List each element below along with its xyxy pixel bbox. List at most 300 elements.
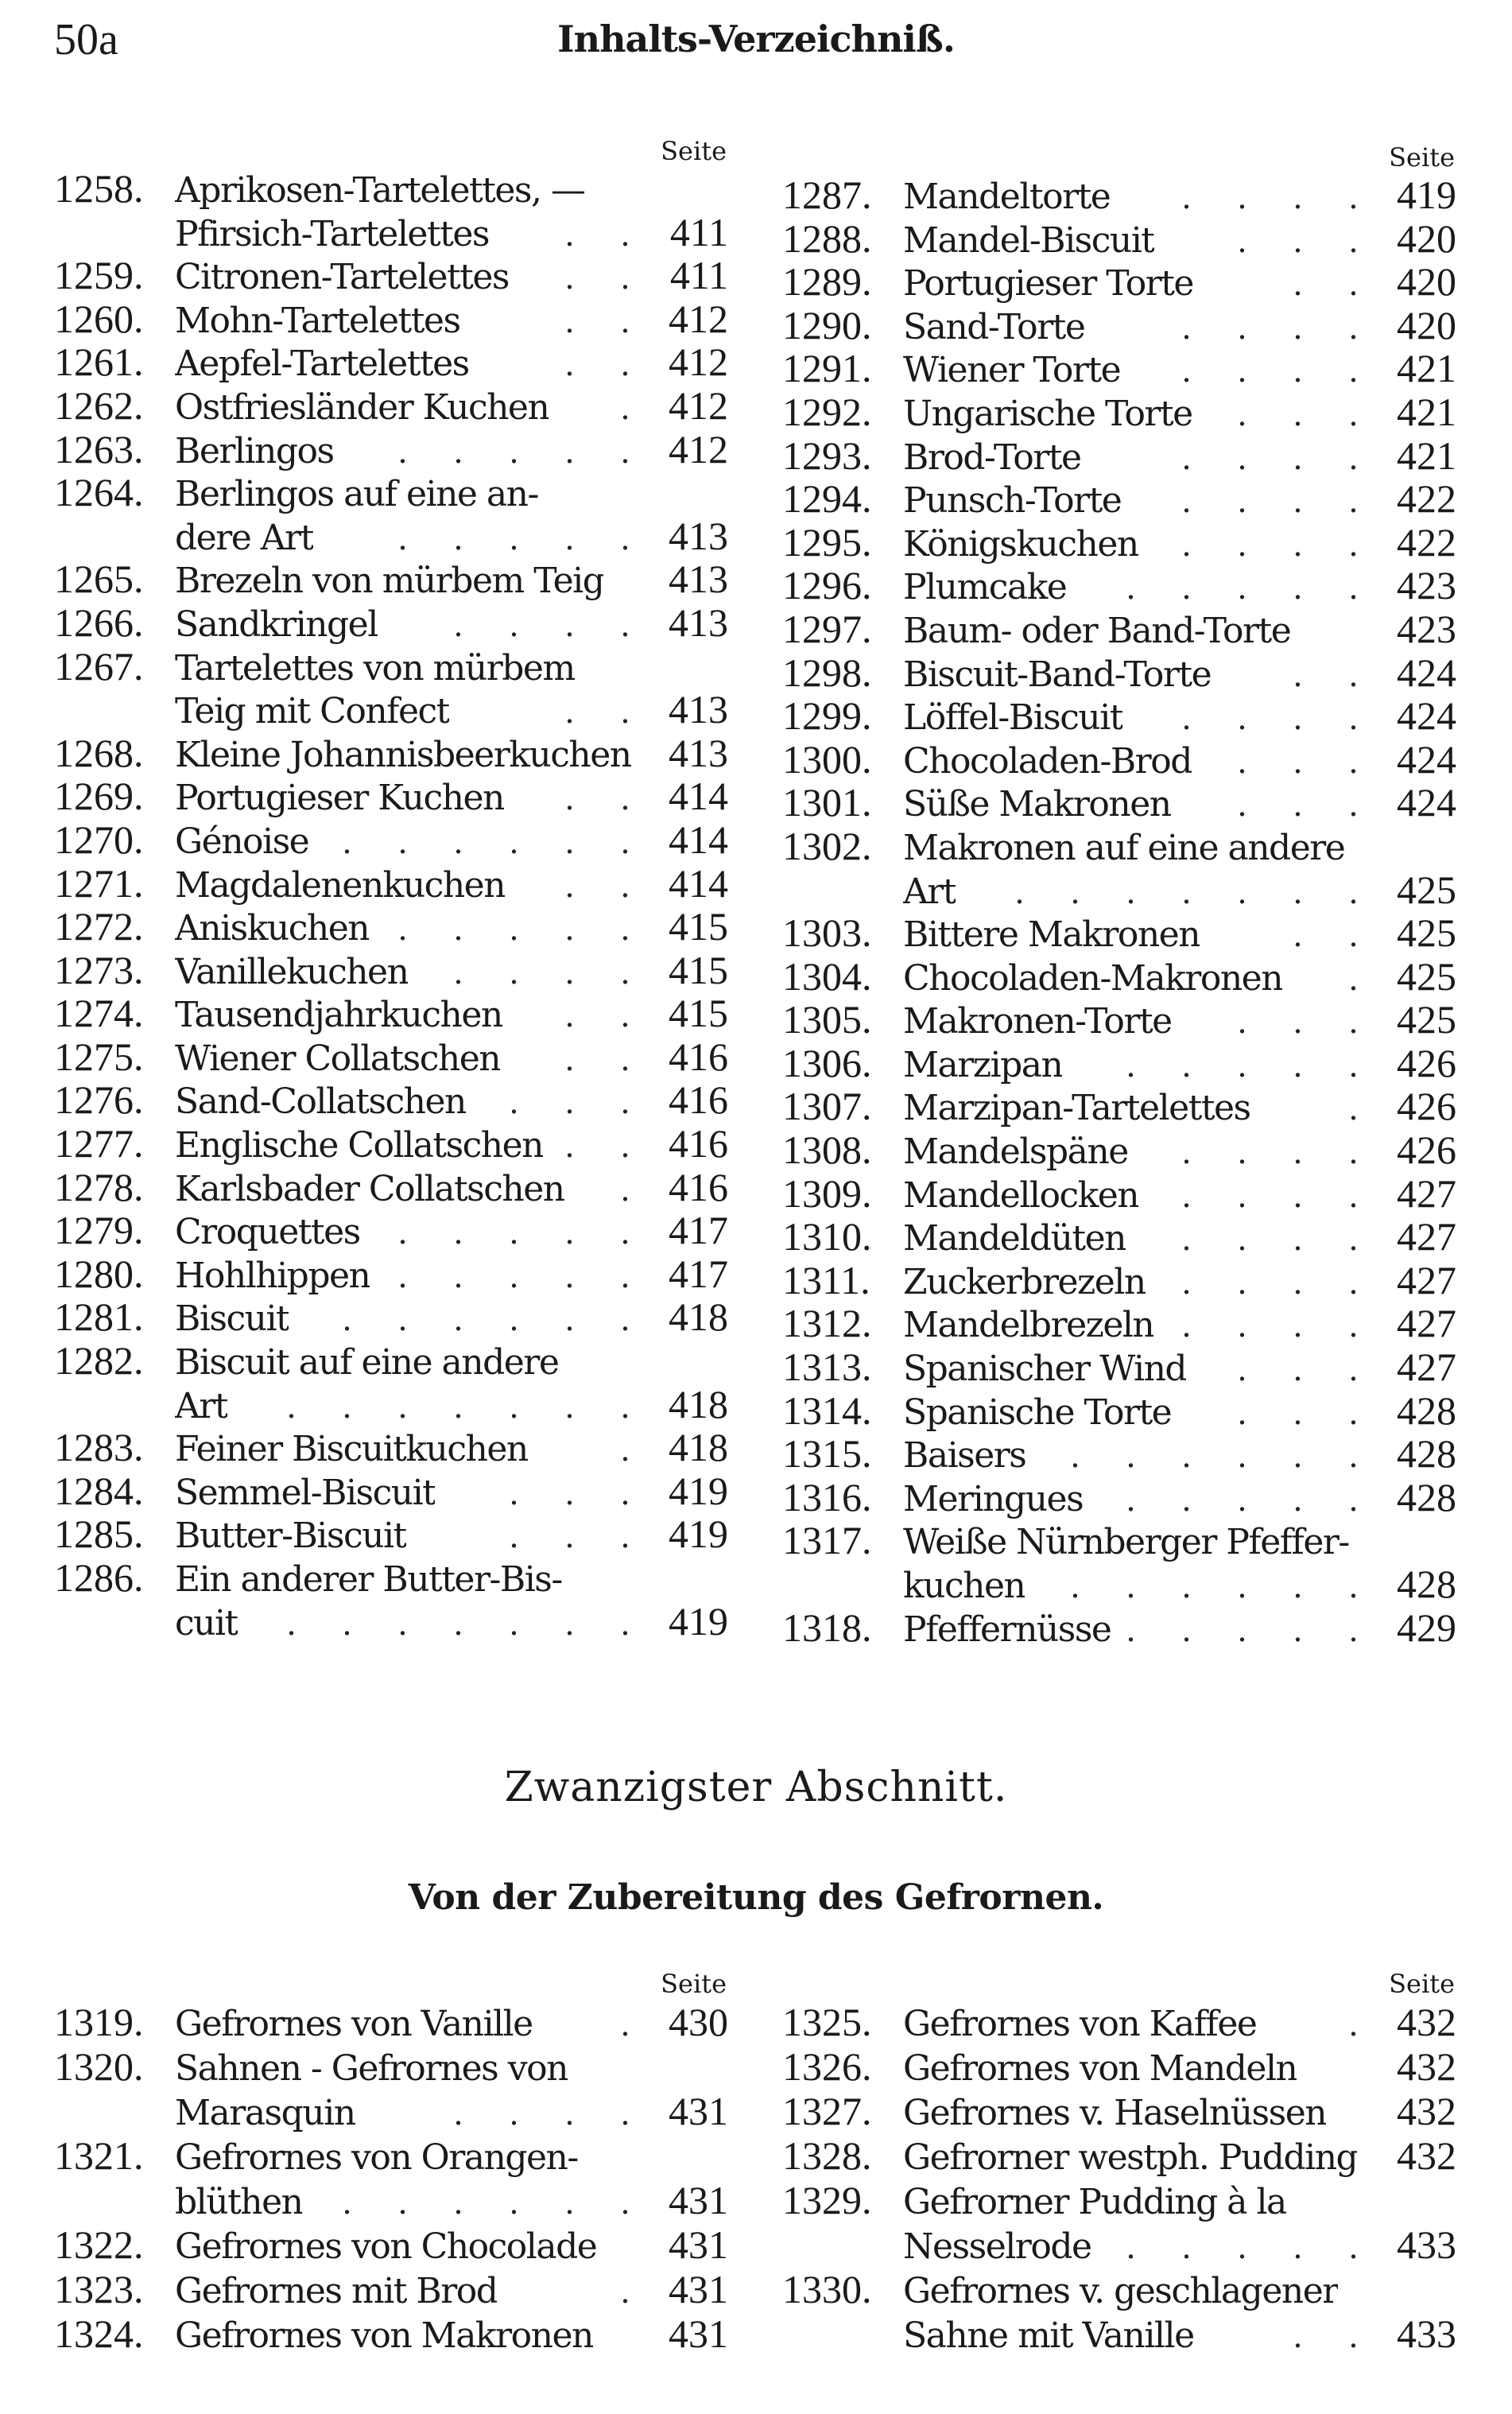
entry-page: 416 [669, 1034, 728, 1079]
entry-number: 1278. [54, 1164, 144, 1209]
toc-entry-line [54, 514, 728, 558]
toc-entry-line [782, 1172, 1456, 1216]
entry-page: 433 [1397, 2222, 1456, 2267]
entry-page: 427 [1397, 1257, 1456, 1302]
toc-entry-line [54, 2311, 728, 2356]
leader-dots: . . [1293, 264, 1377, 304]
entry-number: 1281. [54, 1294, 144, 1340]
entry-page: 420 [1397, 302, 1456, 347]
toc-entry-line [54, 2000, 728, 2044]
toc-entry-line [54, 340, 728, 384]
leader-dots: . [621, 2272, 649, 2311]
entry-page: 413 [669, 730, 728, 775]
entry-title: Tartelettes von mürbem [175, 647, 575, 689]
leader-dots: . . . . [1182, 481, 1377, 521]
leader-dots: . . . . . [398, 431, 649, 471]
leader-dots: . . . . [454, 604, 649, 644]
toc-entry-line [782, 2222, 1456, 2267]
entry-title: Génoise [175, 821, 309, 862]
entry-title: Kleine Johannisbeerkuchen [175, 734, 631, 775]
toc-entry-line [782, 1432, 1456, 1476]
toc-entry-line [54, 1556, 728, 1600]
entry-title: Brezeln von mürbem Teig [175, 561, 604, 602]
entry-number: 1300. [782, 736, 872, 782]
entry-title: Marasquin [175, 2093, 355, 2133]
entry-page: 421 [1397, 389, 1456, 434]
toc-entry [782, 2044, 1456, 2089]
entry-number: 1291. [782, 346, 872, 391]
entry-title: Baum- oder Band-Torte [903, 610, 1291, 651]
toc-entry [54, 384, 728, 428]
toc-entry [782, 1519, 1456, 1605]
entry-title: Gefrornes von Vanille [175, 2004, 533, 2044]
entry-title: Zuckerbrezeln [903, 1261, 1146, 1302]
entry-title: Sandkringel [175, 604, 378, 645]
entry-title: Gefrornes von Kaffee [903, 2004, 1257, 2044]
toc-entry [782, 651, 1456, 695]
toc-entry [782, 2178, 1456, 2267]
entry-number: 1297. [782, 606, 872, 651]
toc-entry [782, 260, 1456, 304]
toc-entry-line [782, 217, 1456, 261]
toc-entry [782, 173, 1456, 217]
toc-entry [782, 738, 1456, 782]
toc-entry [782, 347, 1456, 390]
toc-entry-line [782, 564, 1456, 607]
toc-entry [54, 557, 728, 601]
entry-page: 426 [1397, 1084, 1456, 1129]
entry-number: 1294. [782, 476, 872, 522]
entry-title: Citronen-Tartelettes [175, 257, 509, 298]
toc-entry [54, 645, 728, 732]
entry-page: 422 [1397, 476, 1456, 522]
toc-entry-line [782, 2267, 1456, 2311]
entry-number: 1315. [782, 1431, 872, 1477]
entry-page: 418 [669, 1381, 728, 1426]
toc-entry [54, 774, 728, 818]
leader-dots: . . . . [454, 2094, 649, 2133]
entry-title: Aepfel-Tartelettes [175, 343, 469, 385]
toc-entry-line [782, 2311, 1456, 2356]
entry-page: 424 [1397, 693, 1456, 739]
entry-number: 1314. [782, 1387, 872, 1433]
entry-number: 1299. [782, 693, 872, 739]
entry-number: 1324. [54, 2311, 144, 2356]
entry-number: 1262. [54, 382, 144, 428]
entry-page: 415 [669, 991, 728, 1036]
toc-column-left-section20 [54, 1968, 728, 2356]
entry-title: Sahne mit Vanille [903, 2315, 1194, 2356]
toc-entry-line [782, 955, 1456, 999]
toc-entry [54, 2044, 728, 2133]
entry-title: Bittere Makronen [903, 914, 1200, 956]
entry-number: 1292. [782, 389, 872, 434]
entry-page: 411 [669, 253, 728, 298]
toc-entry [54, 167, 728, 254]
entry-title: Ungarische Torte [903, 393, 1192, 434]
entry-number: 1286. [54, 1555, 144, 1600]
toc-entry [782, 607, 1456, 651]
toc-entry-line [782, 1085, 1456, 1128]
leader-dots: . [1349, 958, 1377, 998]
entry-number: 1326. [782, 2044, 872, 2089]
toc-entry [782, 521, 1456, 565]
entry-number: 1263. [54, 426, 144, 472]
entry-number: 1261. [54, 340, 144, 385]
entry-number: 1304. [782, 953, 872, 999]
toc-column-right-section20 [782, 1968, 1456, 2356]
leader-dots: . . [1293, 915, 1377, 955]
leader-dots: . . . [1238, 1392, 1377, 1432]
toc-entry [782, 434, 1456, 478]
entry-page: 421 [1397, 346, 1456, 391]
toc-entry [54, 992, 728, 1035]
toc-entry [782, 1432, 1456, 1476]
toc-entry-line [54, 2044, 728, 2089]
entry-number: 1282. [54, 1338, 144, 1384]
entry-number: 1306. [782, 1040, 872, 1085]
entry-title: Portugieser Torte [903, 263, 1193, 305]
entry-page: 419 [669, 1512, 728, 1557]
entry-page: 418 [669, 1294, 728, 1340]
entry-title: Mandelbrezeln [903, 1305, 1154, 1346]
toc-entry [782, 564, 1456, 607]
toc-entry-line [782, 173, 1456, 217]
entry-title: Weiße Nürnberger Pfeffer- [903, 1522, 1349, 1563]
entry-page: 420 [1397, 215, 1456, 261]
toc-entry-line [54, 1426, 728, 1469]
entry-page: 413 [669, 600, 728, 645]
seite-label: Seite [1389, 142, 1455, 173]
leader-dots: . . . . [1182, 698, 1377, 738]
toc-entry-line [54, 557, 728, 601]
toc-entry-line [54, 1122, 728, 1166]
toc-entry [54, 601, 728, 645]
leader-dots: . . [565, 1126, 649, 1166]
toc-entry-line [54, 905, 728, 949]
toc-entry-line [54, 1383, 728, 1426]
toc-entry [782, 911, 1456, 955]
entry-page: 417 [669, 1251, 728, 1296]
leader-dots: . . . . [1182, 437, 1377, 477]
entry-title: Süße Makronen [903, 784, 1171, 825]
entry-page: 416 [669, 1164, 728, 1209]
entry-title: Wiener Collatschen [175, 1038, 501, 1079]
toc-entry [782, 1172, 1456, 1216]
entry-title: Wiener Torte [903, 350, 1121, 391]
toc-entry-line [782, 260, 1456, 304]
entry-page: 425 [1397, 867, 1456, 912]
entry-number: 1290. [782, 302, 872, 347]
toc-entry [782, 2089, 1456, 2133]
entry-number: 1321. [54, 2133, 144, 2178]
toc-entry-line [782, 1345, 1456, 1389]
entry-number: 1296. [782, 563, 872, 608]
toc-entry [54, 471, 728, 557]
entry-title: Gefrorner westph. Pudding [903, 2137, 1358, 2178]
entry-title: blüthen [175, 2182, 303, 2222]
toc-entry [54, 2000, 728, 2044]
entry-page: 425 [1397, 910, 1456, 956]
toc-entry [54, 297, 728, 341]
leader-dots: . . [565, 1038, 649, 1078]
leader-dots: . . [565, 301, 649, 340]
entry-title: Berlingos [175, 430, 334, 472]
entry-number: 1280. [54, 1251, 144, 1296]
entry-page: 428 [1397, 1474, 1456, 1519]
entry-title: Mandelspäne [903, 1131, 1128, 1173]
toc-entry-line [54, 732, 728, 775]
toc-entry-line [782, 2089, 1456, 2133]
entry-number: 1309. [782, 1170, 872, 1216]
toc-entry [54, 1078, 728, 1122]
leader-dots: . . . . . . . [287, 1603, 649, 1643]
entry-number: 1274. [54, 991, 144, 1036]
toc-column-right [782, 142, 1456, 1649]
entry-number: 1307. [782, 1084, 872, 1129]
toc-entry [782, 1042, 1456, 1085]
toc-entry [782, 2000, 1456, 2044]
entry-number: 1311. [782, 1257, 870, 1302]
entry-page: 419 [669, 1468, 728, 1513]
toc-entry-line [782, 738, 1456, 782]
leader-dots: . . . [1238, 1349, 1377, 1389]
leader-dots: . . . [1238, 741, 1377, 781]
entry-page: 412 [669, 382, 728, 428]
entry-title: Marzipan-Tartelettes [903, 1088, 1250, 1129]
toc-entry [782, 998, 1456, 1042]
toc-entry-line [54, 2178, 728, 2222]
entry-title: Königskuchen [903, 523, 1138, 565]
toc-entry-line [54, 862, 728, 906]
leader-dots: . . [1293, 654, 1377, 694]
toc-entry [54, 1512, 728, 1556]
entry-page: 417 [669, 1208, 728, 1253]
toc-entry [54, 818, 728, 862]
entry-title: Teig mit Confect [175, 691, 449, 732]
entry-page: 421 [1397, 433, 1456, 478]
entry-page: 431 [669, 2222, 728, 2267]
entry-number: 1265. [54, 557, 144, 602]
entry-title: Pfirsich-Tartelettes [175, 213, 489, 254]
entry-title: Spanische Torte [903, 1391, 1172, 1433]
toc-entry-line [54, 992, 728, 1035]
leader-dots: . . . . [1182, 177, 1377, 216]
entry-title: Löffel-Biscuit [903, 697, 1122, 739]
toc-entry [782, 1215, 1456, 1259]
leader-dots: . . . . . . [343, 2183, 649, 2222]
leader-dots: . . [565, 344, 649, 384]
toc-entry-line [782, 1562, 1456, 1606]
entry-page: 431 [669, 2311, 728, 2356]
toc-entry [54, 1122, 728, 1166]
entry-number: 1319. [54, 2000, 144, 2044]
toc-entry-line [54, 774, 728, 818]
toc-entry [54, 732, 728, 775]
entry-page: 427 [1397, 1214, 1456, 1259]
entry-title: Mandeltorte [903, 177, 1111, 217]
toc-entry-line [54, 1035, 728, 1079]
toc-column-left [54, 135, 728, 1643]
entry-page: 428 [1397, 1431, 1456, 1477]
entry-title: Aprikosen-Tartelettes, — [175, 170, 585, 211]
entry-page: 414 [669, 860, 728, 906]
toc-entry [782, 1345, 1456, 1389]
entry-page: 433 [1397, 2311, 1456, 2356]
entry-title: Gefrornes von Chocolade [175, 2226, 597, 2267]
entry-page: 412 [669, 340, 728, 385]
leader-dots: . . . . . [1126, 1609, 1377, 1649]
toc-entry-line [54, 1209, 728, 1252]
toc-entry-line [782, 911, 1456, 955]
toc-entry-line [782, 2044, 1456, 2089]
toc-entry [54, 1209, 728, 1252]
toc-entry-line [782, 1128, 1456, 1172]
entry-title: Makronen-Torte [903, 1001, 1172, 1042]
entry-number: 1318. [782, 1605, 872, 1650]
toc-entry-line [54, 428, 728, 472]
toc-entry-line [54, 1166, 728, 1209]
toc-entry [54, 254, 728, 297]
entry-number: 1271. [54, 860, 144, 906]
toc-entry [782, 2133, 1456, 2178]
entry-page: 424 [1397, 736, 1456, 782]
toc-entry-line [54, 645, 728, 689]
toc-entry-line [54, 601, 728, 645]
toc-entry [782, 1259, 1456, 1302]
toc-entry [782, 1606, 1456, 1650]
leader-dots: . . . [1238, 220, 1377, 260]
entry-page: 416 [669, 1077, 728, 1123]
toc-entry-line [782, 1259, 1456, 1302]
leader-dots: . . . . . . [1071, 1566, 1377, 1605]
toc-entry-line [54, 688, 728, 732]
leader-dots: . . . . . . [343, 1299, 649, 1339]
toc-entry [782, 694, 1456, 738]
leader-dots: . . . . [1182, 1175, 1377, 1215]
toc-entry [54, 2311, 728, 2356]
entry-number: 1327. [782, 2089, 872, 2133]
toc-entry [54, 2133, 728, 2222]
entry-page: 425 [1397, 997, 1456, 1042]
leader-dots: . . . . . [398, 1213, 649, 1252]
entry-title: Brod-Torte [903, 437, 1081, 478]
toc-entry [54, 2222, 728, 2267]
leader-dots: . . . . . . [1071, 1436, 1377, 1476]
toc-entry [54, 1426, 728, 1469]
entry-title: Magdalenenkuchen [175, 864, 506, 906]
entry-title: Portugieser Kuchen [175, 778, 504, 819]
entry-title: Punsch-Torte [903, 480, 1122, 522]
entry-page: 423 [1397, 606, 1456, 651]
entry-title: Art [175, 1385, 227, 1426]
entry-page: 411 [669, 209, 728, 254]
leader-dots: . . . . [454, 952, 649, 992]
leader-dots: . [621, 1169, 649, 1209]
section-heading: Zwanzigster Abschnitt. [504, 1764, 1008, 1811]
leader-dots: . [621, 387, 649, 427]
leader-dots: . . . . . . . [287, 1386, 649, 1426]
entry-title: Plumcake [903, 567, 1067, 608]
toc-entry [54, 1556, 728, 1643]
toc-entry-line [782, 1042, 1456, 1085]
toc-entry-line [782, 347, 1456, 390]
entry-title: Chocoladen-Brod [903, 740, 1192, 782]
toc-entry [782, 1389, 1456, 1433]
toc-entry-line [782, 998, 1456, 1042]
toc-entry-line [54, 1600, 728, 1644]
leader-dots: . . . [1238, 1002, 1377, 1042]
toc-entry-line [54, 2222, 728, 2267]
entry-number: 1264. [54, 470, 144, 515]
entry-title: cuit [175, 1602, 238, 1644]
leader-dots: . . . . [1182, 1262, 1377, 1302]
toc-entry [782, 477, 1456, 521]
leader-dots: . [1349, 2005, 1377, 2043]
toc-entry [54, 1166, 728, 1209]
entry-title: Feiner Biscuitkuchen [175, 1429, 528, 1470]
entry-title: Gefrornes von Mandeln [903, 2048, 1297, 2089]
entry-number: 1284. [54, 1468, 144, 1513]
entry-number: 1303. [782, 910, 872, 956]
entry-title: Sand-Collatschen [175, 1081, 466, 1123]
leader-dots: . . . [1238, 394, 1377, 433]
entry-title: Biscuit auf eine andere [175, 1342, 559, 1384]
entry-page: 418 [669, 1425, 728, 1470]
toc-entry [54, 1252, 728, 1296]
toc-entry-line [54, 1295, 728, 1339]
leader-dots: . . . . . [398, 1256, 649, 1295]
entry-number: 1258. [54, 166, 144, 211]
leader-dots: . . [565, 692, 649, 732]
toc-entry [54, 2267, 728, 2311]
toc-entry-line [782, 2133, 1456, 2178]
leader-dots: . . . . . . [343, 821, 649, 861]
entry-title: Butter-Biscuit [175, 1516, 406, 1557]
entry-page: 430 [669, 2000, 728, 2044]
entry-number: 1302. [782, 823, 872, 868]
running-head: Inhalts-Verzeichniß. [557, 17, 955, 60]
leader-dots: . . . . . . . [1015, 871, 1377, 911]
entry-number: 1273. [54, 947, 144, 992]
entry-title: Gefrorner Pudding à la [903, 2182, 1286, 2222]
entry-number: 1270. [54, 817, 144, 862]
toc-entry-line [782, 651, 1456, 695]
toc-entry-line [782, 1606, 1456, 1650]
entry-page: 432 [1397, 2089, 1456, 2133]
entry-page: 428 [1397, 1387, 1456, 1433]
seite-label: Seite [1389, 1969, 1455, 1999]
entry-page: 431 [669, 2089, 728, 2133]
entry-title: Spanischer Wind [903, 1349, 1187, 1390]
entry-number: 1330. [782, 2267, 872, 2311]
toc-entry-line [54, 1339, 728, 1383]
entry-number: 1295. [782, 519, 872, 565]
entry-number: 1279. [54, 1208, 144, 1253]
entry-page: 416 [669, 1121, 728, 1166]
entry-title: Makronen auf eine andere [903, 827, 1345, 868]
entry-page: 415 [669, 947, 728, 992]
toc-entry [782, 781, 1456, 825]
leader-dots: . . . . . [398, 909, 649, 949]
leader-dots: . . . [1238, 785, 1377, 825]
leader-dots: . . . . [1182, 351, 1377, 390]
entry-number: 1259. [54, 253, 144, 298]
toc-entry-line [54, 1252, 728, 1296]
toc-entry-line [54, 949, 728, 992]
entry-title: Aniskuchen [175, 908, 370, 949]
toc-entry-line [782, 1215, 1456, 1259]
